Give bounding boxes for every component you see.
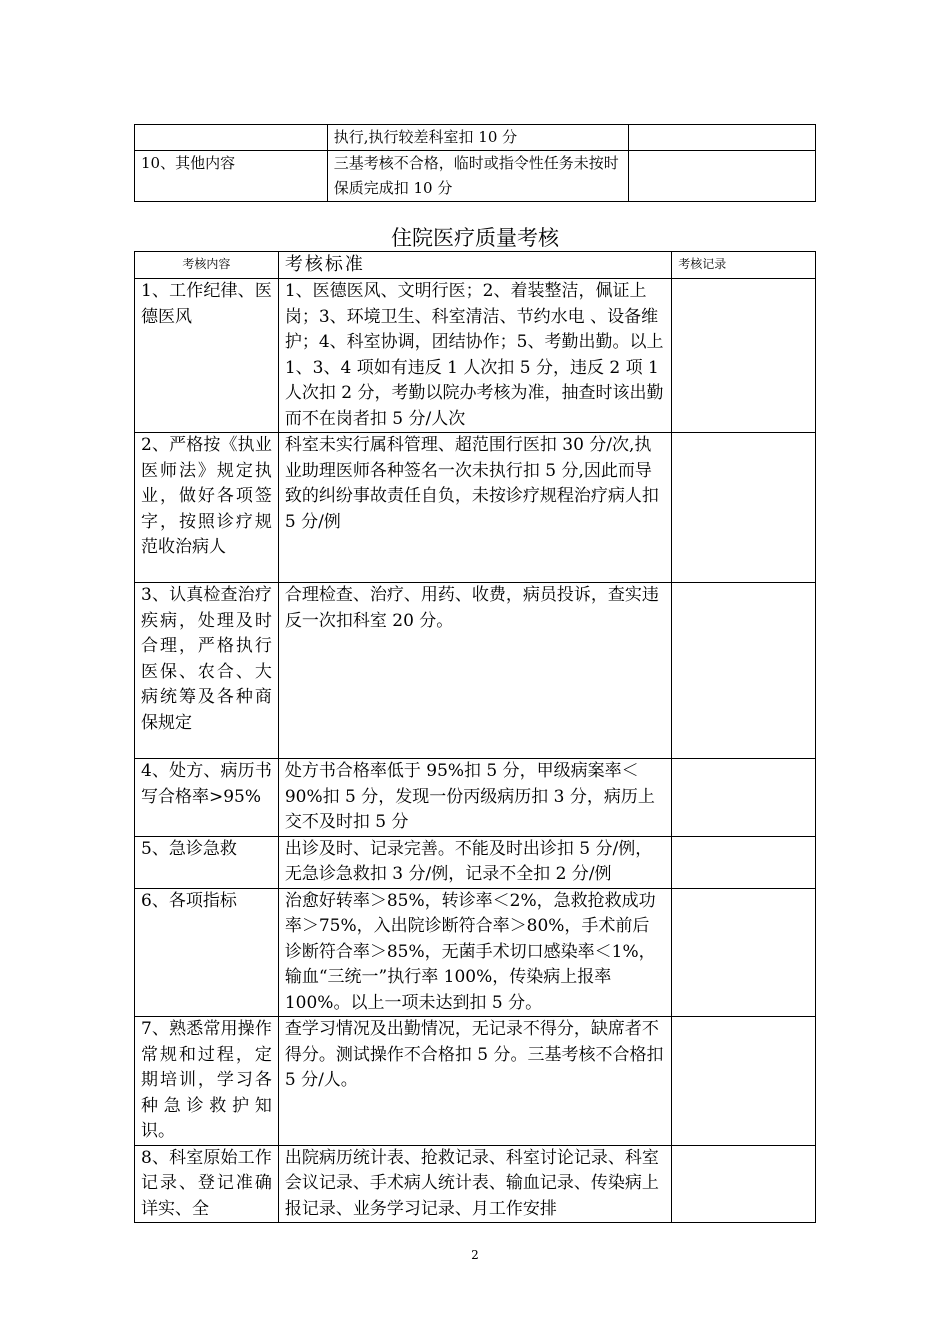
standard-cell: 科室未实行属科管理、超范围行医扣 30 分/次,执业助理医师各种签名一次未执行扣 5 分,因此而导致的纠纷事故责任自负，未按诊疗规程治疗病人扣 5 分/例: [278, 433, 671, 583]
table-row: [135, 1017, 816, 1146]
item-cell: [135, 125, 328, 151]
table-row: [135, 125, 816, 151]
standard-cell: 三基考核不合格，临时或指令性任务未按时保质完成扣 10 分: [327, 151, 629, 202]
record-cell: [672, 759, 816, 837]
table-row: [135, 279, 816, 433]
table-row: [135, 433, 816, 583]
standard-cell: 查学习情况及出勤情况，无记录不得分，缺席者不得分。测试操作不合格扣 5 分。三基考核不合格扣 5 分/人。: [278, 1017, 671, 1146]
record-cell: [672, 279, 816, 433]
record-cell: [672, 1145, 816, 1223]
record-cell: [672, 836, 816, 888]
record-cell: [672, 888, 816, 1017]
table-row: [135, 759, 816, 837]
table-row: [135, 836, 816, 888]
record-cell: [629, 125, 816, 151]
standard-cell: 执行,执行较差科室扣 10 分: [327, 125, 629, 151]
standard-cell: 出院病历统计表、抢救记录、科室讨论记录、科室会议记录、手术病人统计表、输血记录、传染病上报记录、业务学习记录、月工作安排: [278, 1145, 671, 1223]
top-table: [134, 124, 816, 202]
item-cell: 6、各项指标: [135, 888, 279, 1017]
item-cell: 5、急诊急救: [135, 836, 279, 888]
record-cell: [629, 151, 816, 202]
standard-cell: 处方书合格率低于 95%扣 5 分，甲级病案率＜90%扣 5 分，发现一份丙级病历扣 3 分，病历上交不及时扣 5 分: [278, 759, 671, 837]
item-cell: 10、其他内容: [135, 151, 328, 202]
header-item: 考核内容: [135, 252, 279, 279]
item-cell: 1、工作纪律、医德医风: [135, 279, 279, 433]
assessment-table: [134, 251, 816, 1223]
header-record: 考核记录: [672, 252, 816, 279]
table-row: [135, 888, 816, 1017]
header-standard: 考核标准: [278, 252, 671, 279]
standard-cell: 合理检查、治疗、用药、收费，病员投诉，查实违反一次扣科室 20 分。: [278, 583, 671, 759]
item-cell: 7、熟悉常用操作常规和过程，定期培训，学习各种急诊救护知识。: [135, 1017, 279, 1146]
item-cell: 2、严格按《执业医师法》规定执业，做好各项签字，按照诊疗规范收治病人: [135, 433, 279, 583]
standard-cell: 1、医德医风、文明行医；2、着装整洁，佩证上岗；3、环境卫生、科室清洁、节约水电 、设备维护；4、科室协调，团结协作；5、考勤出勤。以上 1、3、4 项如有违反 1 人次扣 5 分，违反 2 项 1 人次扣 2 分，考勤以院办考核为准，抽查时该出勤而不在岗者扣 5 分/人次: [278, 279, 671, 433]
item-cell: 8、科室原始工作记录、登记准确详实、全: [135, 1145, 279, 1223]
item-cell: 4、处方、病历书写合格率>95%: [135, 759, 279, 837]
table-row: [135, 1145, 816, 1223]
record-cell: [672, 433, 816, 583]
table-header-row: [135, 252, 816, 279]
table-row: [135, 583, 816, 759]
standard-cell: 治愈好转率＞85%，转诊率＜2%，急救抢救成功率＞75%，入出院诊断符合率＞80%，手术前后诊断符合率＞85%，无菌手术切口感染率＜1%，输血“三统一”执行率 100%，传染病上报率 100%。以上一项未达到扣 5 分。: [278, 888, 671, 1017]
page-title: 住院医疗质量考核: [391, 226, 559, 250]
record-cell: [672, 1017, 816, 1146]
page-number: 2: [471, 1248, 479, 1262]
standard-cell: 出诊及时、记录完善。不能及时出诊扣 5 分/例，无急诊急救扣 3 分/例，记录不全扣 2 分/例: [278, 836, 671, 888]
item-cell: 3、认真检查治疗疾病，处理及时合理，严格执行医保、农合、大病统筹及各种商保规定: [135, 583, 279, 759]
record-cell: [672, 583, 816, 759]
table-row: [135, 151, 816, 202]
